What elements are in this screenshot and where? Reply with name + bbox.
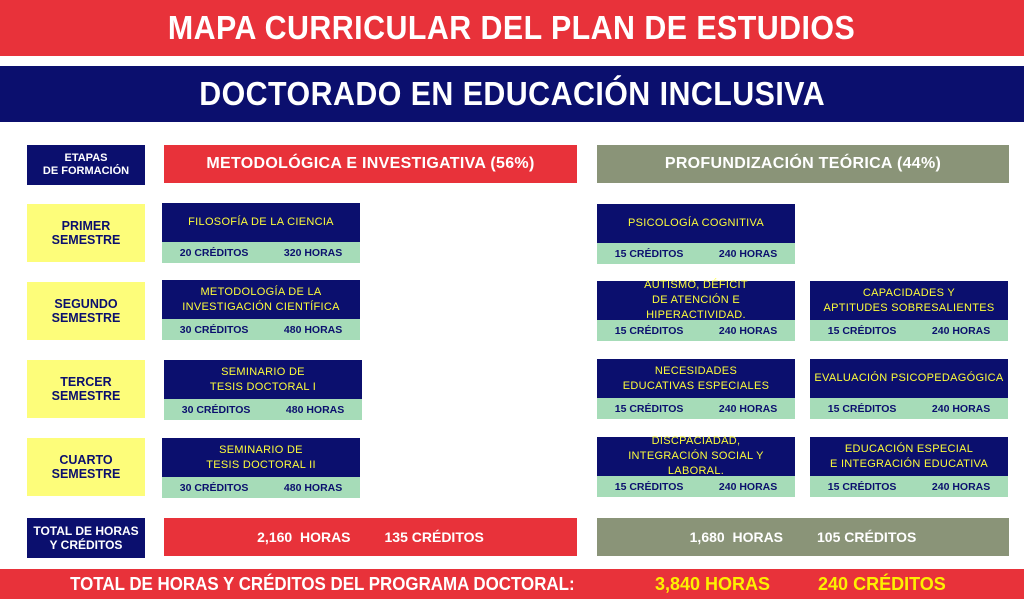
course-hours: 240 HORAS	[931, 324, 991, 337]
course-name: SEMINARIO DE TESIS DOCTORAL II	[162, 438, 360, 477]
course-hours: 480 HORAS	[283, 481, 343, 494]
course-credits: 15 CRÉDITOS	[614, 402, 684, 415]
course-seminario-tesis-1	[164, 360, 362, 420]
course-meta	[810, 398, 1008, 419]
course-credits: 30 CRÉDITOS	[179, 481, 249, 494]
course-credits: 15 CRÉDITOS	[827, 324, 897, 337]
course-meta	[810, 320, 1008, 341]
course-credits: 30 CRÉDITOS	[179, 323, 249, 336]
totals-profundizacion	[597, 518, 1009, 556]
course-meta	[597, 476, 795, 497]
course-psicologia-cognitiva	[597, 204, 795, 264]
footer-hours: 3,840 HORAS	[654, 573, 771, 594]
course-metodologia-investigacion	[162, 280, 360, 340]
title-banner	[0, 0, 1024, 56]
course-hours: 240 HORAS	[718, 480, 778, 493]
course-hours: 240 HORAS	[718, 402, 778, 415]
course-hours: 320 HORAS	[283, 246, 343, 259]
semester-2: SEGUNDO SEMESTRE	[27, 282, 145, 340]
semester-4: CUARTO SEMESTRE	[27, 438, 145, 496]
etapas-label: ETAPAS DE FORMACIÓN	[27, 145, 145, 185]
footer-label: TOTAL DE HORAS Y CRÉDITOS DEL PROGRAMA DOCTORAL:	[70, 573, 575, 594]
course-name: AUTISMO, DÉFICIT DE ATENCIÓN E HIPERACTIVIDAD.	[597, 281, 795, 320]
course-credits: 20 CRÉDITOS	[179, 246, 249, 259]
course-meta	[810, 476, 1008, 497]
semester-3: TERCER SEMESTRE	[27, 360, 145, 418]
course-name: CAPACIDADES Y APTITUDES SOBRESALIENTES	[810, 281, 1008, 320]
course-seminario-tesis-2	[162, 438, 360, 498]
course-hours: 240 HORAS	[931, 480, 991, 493]
course-name: DISCPACIADAD, INTEGRACIÓN SOCIAL Y LABORAL.	[597, 437, 795, 476]
semester-1: PRIMER SEMESTRE	[27, 204, 145, 262]
course-name: EDUCACIÓN ESPECIAL E INTEGRACIÓN EDUCATIVA	[810, 437, 1008, 476]
course-credits: 15 CRÉDITOS	[827, 480, 897, 493]
course-evaluacion-psicopedagogica	[810, 359, 1008, 419]
course-discapacidad-integracion	[597, 437, 795, 497]
totals-metodologica	[164, 518, 577, 556]
course-credits: 15 CRÉDITOS	[614, 324, 684, 337]
course-educacion-especial	[810, 437, 1008, 497]
stage-profundizacion: PROFUNDIZACIÓN TEÓRICA (44%)	[597, 145, 1009, 183]
course-meta	[597, 320, 795, 341]
course-name: EVALUACIÓN PSICOPEDAGÓGICA	[810, 359, 1008, 398]
course-meta	[162, 477, 360, 498]
footer-credits: 240 CRÉDITOS	[818, 573, 946, 594]
course-meta	[164, 399, 362, 420]
course-autismo-tdah	[597, 281, 795, 341]
course-credits: 15 CRÉDITOS	[827, 402, 897, 415]
pro-total-credits: 105 CRÉDITOS	[817, 529, 917, 545]
course-filosofia-ciencia	[162, 203, 360, 263]
course-hours: 480 HORAS	[283, 323, 343, 336]
program-totals-footer	[0, 569, 1024, 599]
pro-total-hours: 1,680 HORAS	[689, 529, 784, 545]
course-hours: 240 HORAS	[718, 324, 778, 337]
course-capacidades-aptitudes	[810, 281, 1008, 341]
course-meta	[597, 398, 795, 419]
page-title: MAPA CURRICULAR DEL PLAN DE ESTUDIOS	[168, 9, 856, 46]
course-meta	[162, 242, 360, 263]
course-hours: 480 HORAS	[285, 403, 345, 416]
course-name: SEMINARIO DE TESIS DOCTORAL I	[164, 360, 362, 399]
stage-metodologica: METODOLÓGICA E INVESTIGATIVA (56%)	[164, 145, 577, 183]
course-name: FILOSOFÍA DE LA CIENCIA	[162, 203, 360, 242]
course-hours: 240 HORAS	[718, 247, 778, 260]
course-name: METODOLOGÍA DE LA INVESTIGACIÓN CIENTÍFICA	[162, 280, 360, 319]
program-title: DOCTORADO EN EDUCACIÓN INCLUSIVA	[199, 75, 825, 112]
course-meta	[162, 319, 360, 340]
course-meta	[597, 243, 795, 264]
met-total-credits: 135 CRÉDITOS	[384, 529, 484, 545]
met-total-hours: 2,160 HORAS	[257, 529, 351, 545]
course-name: NECESIDADES EDUCATIVAS ESPECIALES	[597, 359, 795, 398]
course-credits: 15 CRÉDITOS	[614, 247, 684, 260]
course-credits: 30 CRÉDITOS	[181, 403, 251, 416]
subtitle-banner	[0, 66, 1024, 122]
course-necesidades-educativas	[597, 359, 795, 419]
course-hours: 240 HORAS	[931, 402, 991, 415]
course-name: PSICOLOGÍA COGNITIVA	[597, 204, 795, 243]
totals-label: TOTAL DE HORAS Y CRÉDITOS	[27, 518, 145, 558]
course-credits: 15 CRÉDITOS	[614, 480, 684, 493]
